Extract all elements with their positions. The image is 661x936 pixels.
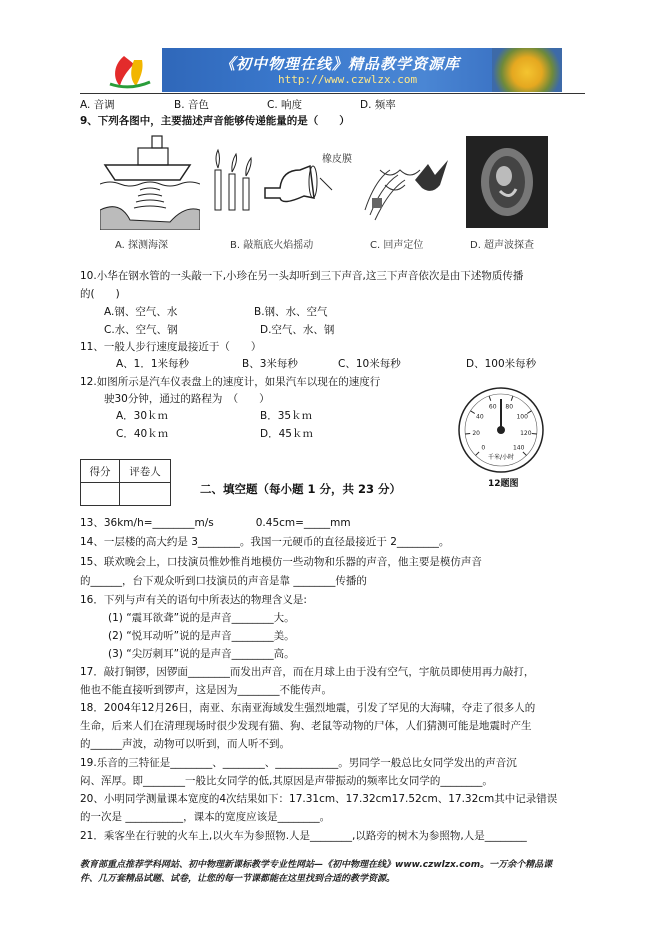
q12-option-a: A．30ｋｍ — [116, 410, 169, 422]
q16-item-1: (1) “震耳欲聋”说的是声音________大。 — [108, 612, 295, 624]
gauge-tick-label: 80 — [505, 403, 514, 411]
q15-line-2: 的______，台下观众听到口技演员的声音是靠 ________传播的 — [80, 575, 367, 587]
q8-option-d: D. 频率 — [360, 99, 396, 111]
footer-line-1: 教育部重点推荐学科网站、初中物理新课标教学专业性网站—《初中物理在线》www.czwlzx.com。一万余个精品课 — [80, 860, 553, 870]
q18-line-2: 生命，后来人们在清理现场时很少发现有猫、狗、老鼠等动物的尸体，人们猜测可能是地震时产生 — [80, 720, 532, 732]
q10-stem-1: 10.小华在钢水管的一头敲一下,小珍在另一头却听到三下声音,这三下声音依次是由下述物质传播 — [80, 270, 524, 282]
header-banner — [100, 48, 562, 92]
q18-line-3: 的______声波，动物可以听到，而人听不到。 — [80, 738, 290, 750]
score-cell[interactable] — [81, 483, 120, 506]
q19-line-2: 闷、浑厚。即________一般比女同学的低,其原因是声带振动的频率比女同学的________。 — [80, 775, 493, 787]
q9-stem: 9、下列各图中，主要描述声音能够传递能量的是（ ） — [80, 115, 350, 127]
grader-cell[interactable] — [120, 483, 171, 506]
q10-option-a: A.钢、空气、水 — [104, 306, 178, 318]
q12-option-b: B．35ｋｍ — [260, 410, 313, 422]
q11-option-b: B、3米每秒 — [242, 358, 298, 370]
gauge-tick-label: 100 — [516, 413, 528, 421]
gauge-tick-label: 60 — [488, 403, 497, 411]
q10-stem-2: 的( ) — [80, 288, 120, 300]
q17-line-2: 他也不能直接听到锣声，这是因为________不能传声。 — [80, 684, 332, 696]
gauge-tick-label: 120 — [520, 429, 532, 437]
q9-caption-a: A. 探测海深 — [115, 240, 169, 251]
speedometer-figure — [456, 385, 546, 475]
gauge-tick-label: 40 — [476, 413, 484, 421]
q12-stem-2: 驶30分钟，通过的路程为 （ ） — [104, 393, 270, 405]
q10-option-d: D.空气、水、钢 — [260, 324, 335, 336]
q17-line-1: 17．敲打铜锣，因锣面________而发出声音，而在月球上由于没有空气，宇航员即使用再力敲打， — [80, 666, 535, 678]
gauge-tick — [532, 433, 537, 434]
q9-figure-b — [210, 148, 335, 228]
q11-stem: 11、一般人步行速度最接近于（ ） — [80, 341, 262, 353]
q10-option-c: C.水、空气、钢 — [104, 324, 178, 336]
q15-line-1: 15、联欢晚会上，口技演员惟妙惟肖地模仿一些动物和乐器的声音，他主要是模仿声音 — [80, 556, 482, 568]
grader-header: 评卷人 — [120, 460, 171, 483]
gauge-tick-label: 20 — [472, 429, 480, 437]
gauge-tick-label: 140 — [512, 444, 525, 452]
q14: 14、一层楼的高大约是 3________。我国一元硬币的直径最接近于 2________。 — [80, 536, 450, 548]
q21: 21．乘客坐在行驶的火车上,以火车为参照物.人是________,以路旁的树木为参照物,人是________ — [80, 830, 527, 842]
q20-line-2: 的一次是 ___________，课本的宽度应该是________。 — [80, 811, 331, 823]
q16-stem: 16．下列与声有关的语句中所表达的物理含义是: — [80, 594, 307, 606]
q8-option-c: C. 响度 — [267, 99, 303, 111]
q20-line-1: 20、小明同学测量课本宽度的4次结果如下：17.31cm、17.32cm17.52cm、17.32cm其中记录错误 — [80, 793, 558, 805]
q8-option-b: B. 音色 — [174, 99, 209, 111]
header-rule — [80, 93, 585, 94]
gauge-tick-label: 0 — [481, 444, 486, 452]
gauge-tick — [465, 433, 470, 434]
q18-line-1: 18．2004年12月26日，南亚、东南亚海域发生强烈地震，引发了罕见的大海啸，夺走了很多人的 — [80, 702, 536, 714]
q11-option-c: C、10米每秒 — [338, 358, 401, 370]
q8-option-a: A. 音调 — [80, 99, 115, 111]
q12-figure-caption: 12题图 — [488, 479, 519, 489]
section2-title: 二、填空题（每小题 1 分，共 23 分） — [200, 482, 402, 496]
q9-membrane-label: 橡皮膜 — [322, 154, 352, 165]
q11-option-a: A、1．1米每秒 — [116, 358, 190, 370]
footer-line-2: 件、几万套精品试题、试卷，让您的每一节课都能在这里找到合适的教学资源。 — [80, 874, 396, 884]
q12-stem-1: 12.如图所示是汽车仪表盘上的速度计，如果汽车以现在的速度行 — [80, 376, 381, 388]
q12-option-d: D．45ｋｍ — [260, 428, 313, 440]
q9-caption-d: D. 超声波探查 — [470, 240, 535, 251]
q9-figure-a — [100, 130, 200, 230]
q12-option-c: C．40ｋｍ — [116, 428, 169, 440]
banner-title: 《初中物理在线》精品教学资源库 — [220, 55, 461, 73]
q9-figure-d — [466, 136, 548, 228]
q16-item-2: (2) “悦耳动听”说的是声音________美。 — [108, 630, 295, 642]
q9-caption-b: B. 敲瓶底火焰摇动 — [230, 240, 314, 251]
q9-caption-c: C. 回声定位 — [370, 240, 424, 251]
q10-option-b: B.钢、水、空气 — [254, 306, 328, 318]
sunflower-decoration — [492, 48, 562, 92]
score-box — [80, 459, 171, 506]
q13: 13、36km/h=________m/s 0.45cm=_____mm — [80, 517, 351, 529]
score-header: 得分 — [81, 460, 120, 483]
q9-figure-c — [360, 150, 450, 225]
q19-line-1: 19.乐音的三特征是________、________、____________。男同学一般总比女同学发出的声音沉 — [80, 757, 517, 769]
site-logo — [100, 48, 162, 92]
q11-option-d: D、100米每秒 — [466, 358, 537, 370]
speedometer-unit: 千米/小时 — [487, 454, 515, 461]
page-footer — [80, 858, 585, 886]
banner-url: http://www.czwlzx.com — [278, 73, 418, 86]
q16-item-3: (3) “尖厉刺耳”说的是声音________高。 — [108, 648, 295, 660]
